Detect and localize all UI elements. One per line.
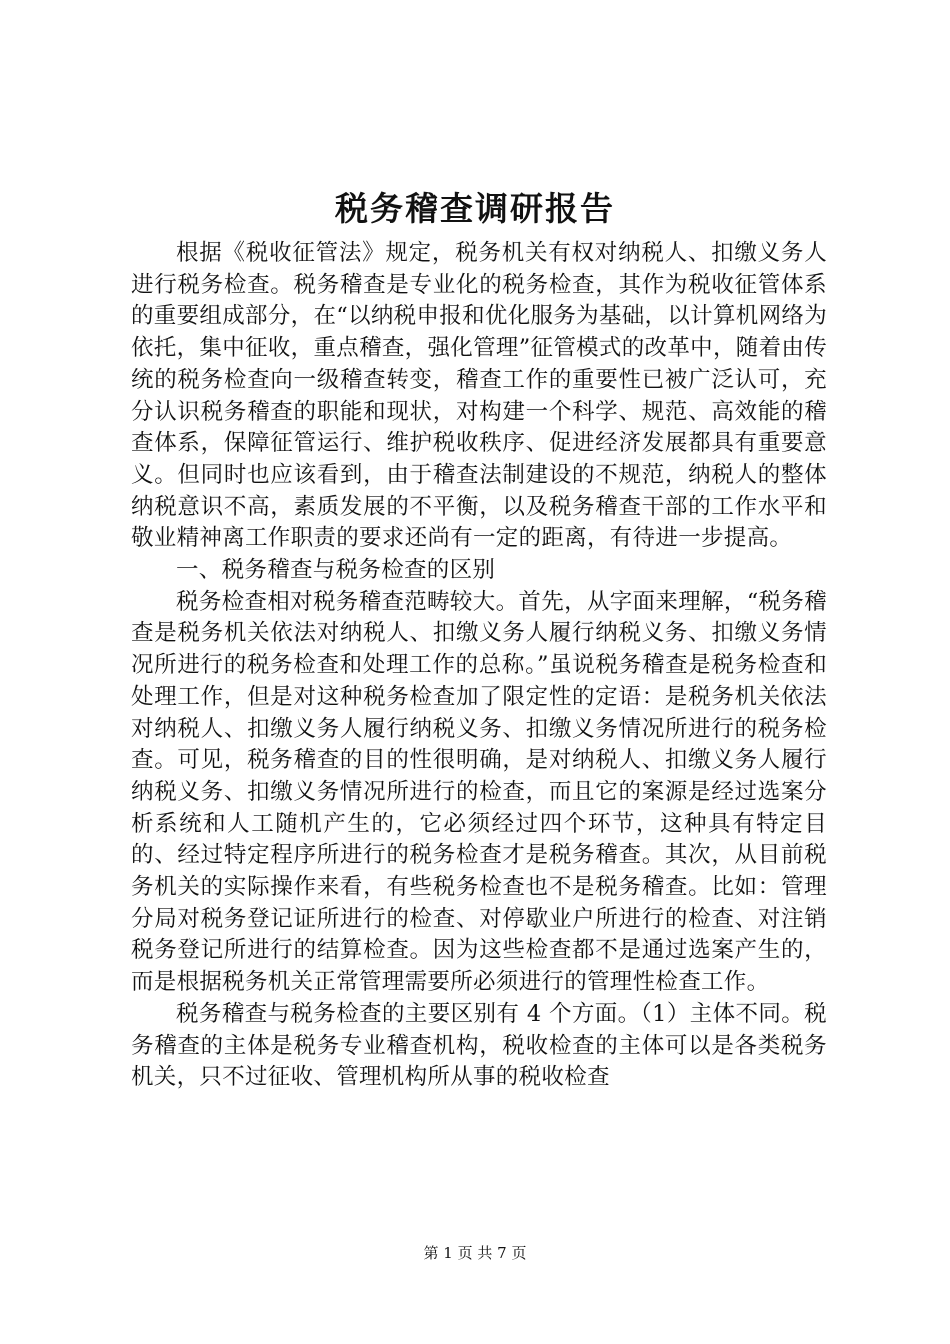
section-heading-1: 一、税务稽查与税务检查的区别 xyxy=(176,557,496,584)
document-body xyxy=(131,238,827,1094)
body-paragraph-differences: 税务稽查与税务检查的主要区别有 4 个方面。（1）主体不同。税务稽查的主体是税务专业稽查机构，税收检查的主体可以是各类税务机关，只不过征收、管理机构所从事的税收检查 xyxy=(131,1000,827,1091)
page-footer: 第 1 页 共 7 页 xyxy=(423,1244,527,1262)
body-paragraph-intro: 根据《税收征管法》规定，税务机关有权对纳税人、扣缴义务人进行税务检查。税务稽查是专业化的税务检查，其作为税收征管体系的重要组成部分，在“以纳税申报和优化服务为基础，以计算机网络为依托，集中征收，重点稽查，强化管理”征管模式的改革中，随着由传统的税务检查向一级稽查转变，稽查工作的重要性已被广泛认可，充分认识税务稽查的职能和现状，对构建一个科学、规范、高效能的稽查体系，保障征管运行、维护税收秩序、促进经济发展都具有重要意义。但同时也应该看到，由于稽查法制建设的不规范，纳税人的整体纳税意识不高，素质发展的不平衡，以及税务稽查干部的工作水平和敬业精神离工作职责的要求还尚有一定的距离，有待进一步提高。 xyxy=(131,240,827,552)
document-title: 税务稽查调研报告 xyxy=(335,189,615,228)
body-paragraph-comparison: 税务检查相对税务稽查范畴较大。首先，从字面来理解，“税务稽查是税务机关依法对纳税人、扣缴义务人履行纳税义务、扣缴义务情况所进行的税务检查和处理工作的总称。”虽说税务稽查是税务检查和处理工作，但是对这种税务检查加了限定性的定语：是税务机关依法对纳税人、扣缴义务人履行纳税义务、扣缴义务情况所进行的税务检查。可见，税务稽查的目的性很明确，是对纳税人、扣缴义务人履行纳税义务、扣缴义务情况所进行的检查，而且它的案源是经过选案分析系统和人工随机产生的，它必须经过四个环节，这种具有特定目的、经过特定程序所进行的税务检查才是税务稽查。其次，从目前税务机关的实际操作来看，有些税务检查也不是税务稽查。比如：管理分局对税务登记证所进行的检查、对停歇业户所进行的检查、对注销税务登记所进行的结算检查。因为这些检查都不是通过选案产生的，而是根据税务机关正常管理需要所必须进行的管理性检查工作。 xyxy=(131,588,827,996)
